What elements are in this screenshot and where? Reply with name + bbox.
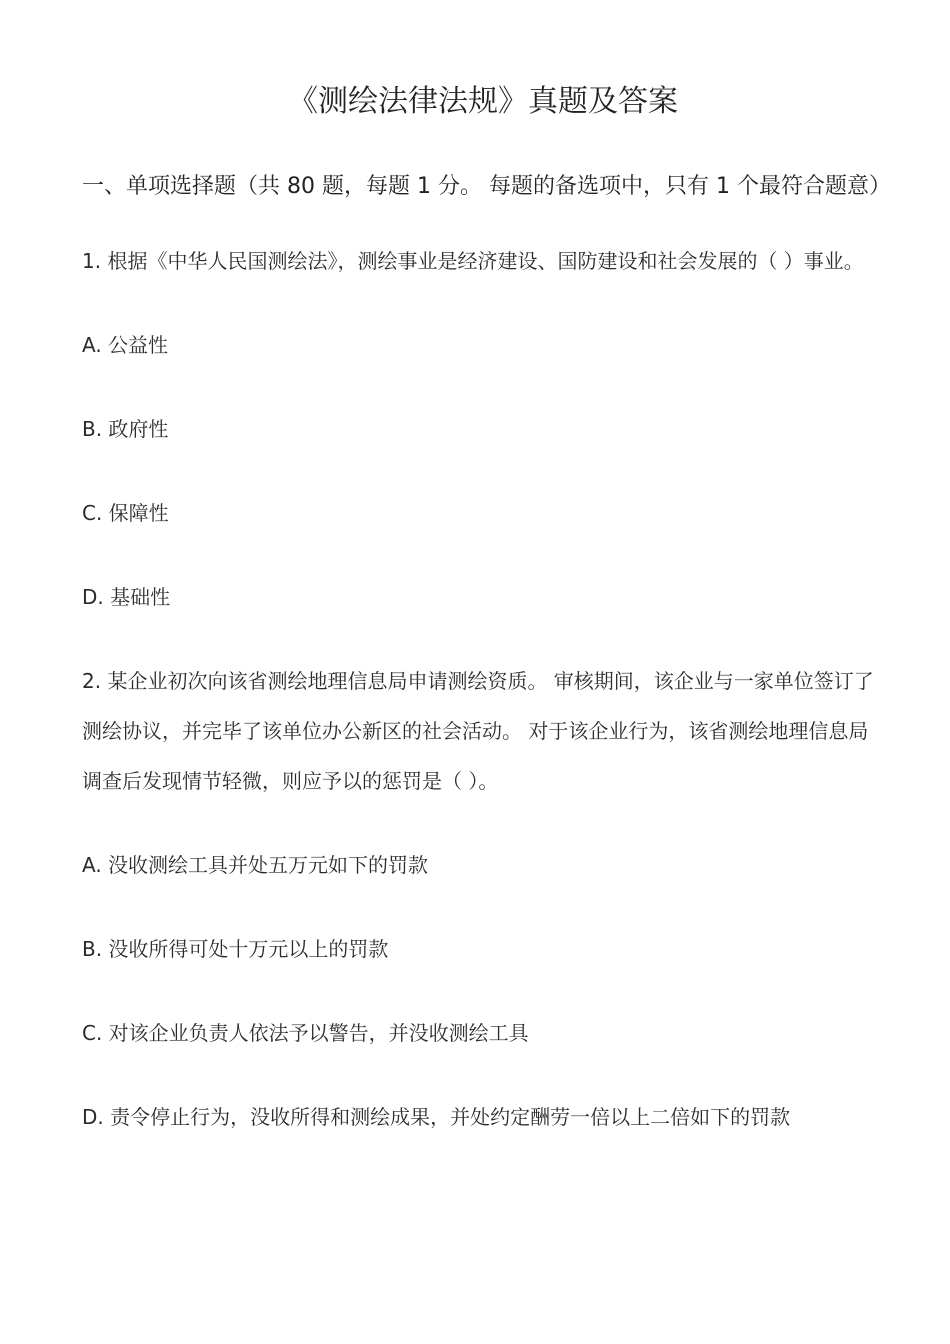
question-2-option-c: C. 对该企业负责人依法予以警告，并没收测绘工具 [82, 1021, 529, 1045]
document-title: 《测绘法律法规》真题及答案 [288, 84, 678, 119]
question-2-option-d: D. 责令停止行为，没收所得和测绘成果，并处约定酬劳一倍以上二倍如下的罚款 [82, 1105, 791, 1129]
question-2-options [82, 840, 884, 1142]
question-1-option-a: A. 公益性 [82, 333, 169, 357]
question-1-option-b: B. 政府性 [82, 417, 169, 441]
question-1-option-c: C. 保障性 [82, 501, 169, 525]
question-2-option-b: B. 没收所得可处十万元以上的罚款 [82, 937, 389, 961]
question-1-option-d: D. 基础性 [82, 585, 171, 609]
question-2-text: 2. 某企业初次向该省测绘地理信息局申请测绘资质。 审核期间，该企业与一家单位签订了测绘协议，并完毕了该单位办公新区的社会活动。 对于该企业行为，该省测绘地理信息局调查后发现情节轻微，则应予以的惩罚是（ ）。 [82, 669, 874, 793]
question-1 [82, 236, 884, 622]
question-2-option-a: A. 没收测绘工具并处五万元如下的罚款 [82, 853, 429, 877]
question-1-options [82, 320, 884, 622]
question-1-text: 1. 根据《中华人民国测绘法》，测绘事业是经济建设、国防建设和社会发展的（ ）事业。 [82, 249, 864, 273]
question-2 [82, 656, 884, 1142]
section-heading: 一、单项选择题（共 80 题，每题 1 分。 每题的备选项中，只有 1 个最符合题意） [82, 174, 891, 199]
